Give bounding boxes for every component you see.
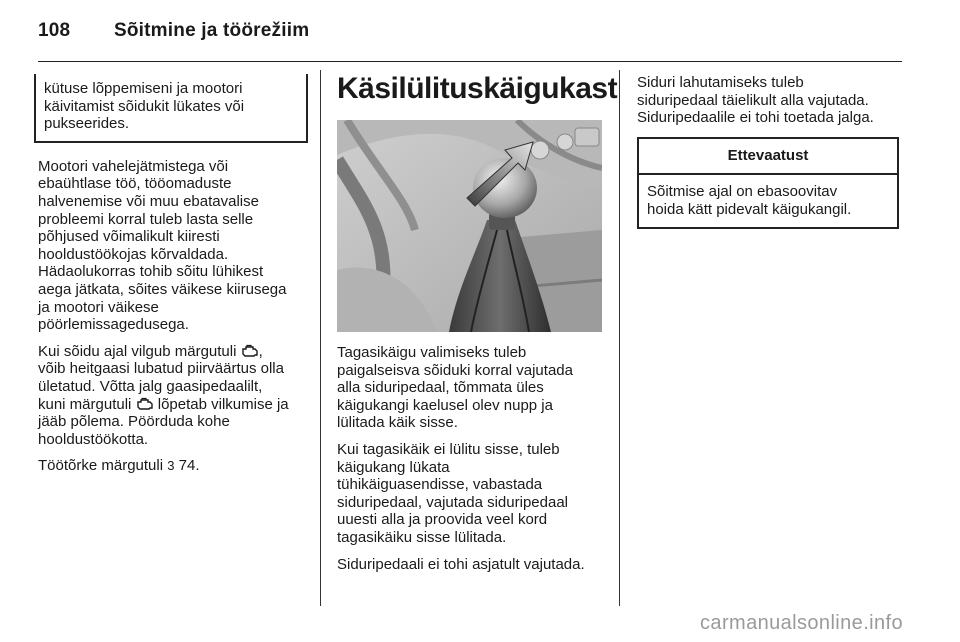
gear-shift-illustration [337, 120, 602, 332]
text-line: võib heitgaasi lubatud piirväärtus olla [38, 360, 284, 378]
page-reference-arrow-icon: 3 [167, 458, 175, 474]
column-1 [38, 74, 304, 484]
text-line: Sõitmise ajal on ebasoovitav [647, 183, 838, 201]
text-line: Siduripedaalile ei tohi toetada jalga. [637, 109, 874, 127]
caution-body [639, 175, 897, 226]
section-title: Käsilülituskäigukast [337, 72, 618, 105]
paragraph-reverse-retry [337, 441, 605, 547]
text-line: hooldustöökojas kõrvaldada. [38, 245, 229, 263]
text-line [38, 457, 304, 475]
text-fragment: kuni märgutuli [38, 395, 132, 413]
text-line: halvenemise või muu ebatavalise [38, 192, 259, 210]
text-line: tagasikäiku sisse lülitada. [337, 528, 507, 546]
text-line: siduripedaal täielikult alla vajutada. [637, 91, 869, 109]
text-line: jääb põlema. Pöörduda kohe [38, 413, 230, 431]
text-line: pöörlemissagedusega. [38, 316, 189, 334]
page-number: 108 [38, 20, 71, 41]
text-line: kütuse lõppemiseni ja mootori [44, 80, 243, 97]
text-line: lülitada käik sisse. [337, 414, 458, 432]
text-fragment: Kui sõidu ajal vilgub märgutuli [38, 342, 237, 360]
text-line: probleemi korral tuleb lasta selle [38, 210, 254, 228]
text-line: siduripedaal, vajutada siduripedaal [337, 493, 568, 511]
engine-warning-icon [241, 344, 259, 358]
column-3 [637, 74, 902, 229]
page-header [38, 20, 309, 42]
text-line: pukseerides. [44, 115, 130, 133]
text-line: aega jätkata, sõites väikese kiirusega [38, 280, 287, 298]
text-line: tühikäiguasendisse, vabastada [337, 476, 543, 494]
text-line: Siduripedaali ei tohi asjatult vajutada. [337, 555, 585, 573]
engine-warning-icon [136, 397, 154, 411]
paragraph-malfunction-ref [38, 457, 304, 475]
text-line: alla siduripedaal, tõmmata üles [337, 379, 544, 397]
text-line: Tagasikäigu valimiseks tuleb [337, 344, 527, 361]
text-line: paigalseisva sõiduki korral vajutada [337, 361, 573, 379]
column-divider-2 [619, 70, 620, 606]
text-fragment: , [258, 342, 263, 360]
text-line [38, 396, 304, 414]
header-rule [38, 61, 902, 62]
paragraph-clutch [637, 74, 902, 127]
column-2 [337, 72, 618, 582]
paragraph-reverse-gear [337, 344, 605, 432]
text-line: Siduri lahutamiseks tuleb [637, 74, 804, 91]
text-line: uuesti alla ja proovida veel kord [337, 511, 548, 529]
column-divider-1 [320, 70, 321, 606]
text-line: käigukang lükata [337, 458, 450, 476]
paragraph-misfire [38, 158, 304, 334]
text-fragment: lõpetab vilkumise ja [157, 395, 289, 413]
page-reference-link[interactable]: 74. [178, 457, 200, 475]
caution-title: Ettevaatust [639, 139, 897, 176]
paragraph-warning-light [38, 343, 304, 449]
paragraph-clutch-note [337, 556, 605, 574]
text-line: Kui tagasikäik ei lülitu sisse, tuleb [337, 440, 560, 458]
text-line: põhjused võimalikult kiiresti [38, 228, 220, 246]
continued-notice-box [34, 74, 308, 143]
text-line: hooldustöökotta. [38, 430, 149, 448]
text-line: Hädaolukorras tohib sõitu lühikest [38, 263, 264, 281]
text-line: ületatud. Võtta jalg gaasipedaalilt, [38, 377, 263, 395]
text-line: käigukangi kaelusel olev nupp ja [337, 396, 553, 414]
chapter-title: Sõitmine ja töörežiim [114, 20, 310, 41]
text-line: käivitamist sõidukit lükates või [44, 97, 245, 115]
text-line: hoida kätt pidevalt käigukangil. [647, 200, 852, 218]
watermark: carmanualsonline.info [700, 612, 903, 634]
caution-box [637, 137, 899, 229]
text-fragment: Töötõrke märgutuli [38, 457, 164, 475]
text-line [38, 343, 304, 361]
text-line: ja mootori väikese [38, 298, 159, 316]
text-line: ebaühtlase töö, tööomaduste [38, 175, 232, 193]
text-line: Mootori vahelejätmistega või [38, 157, 229, 175]
